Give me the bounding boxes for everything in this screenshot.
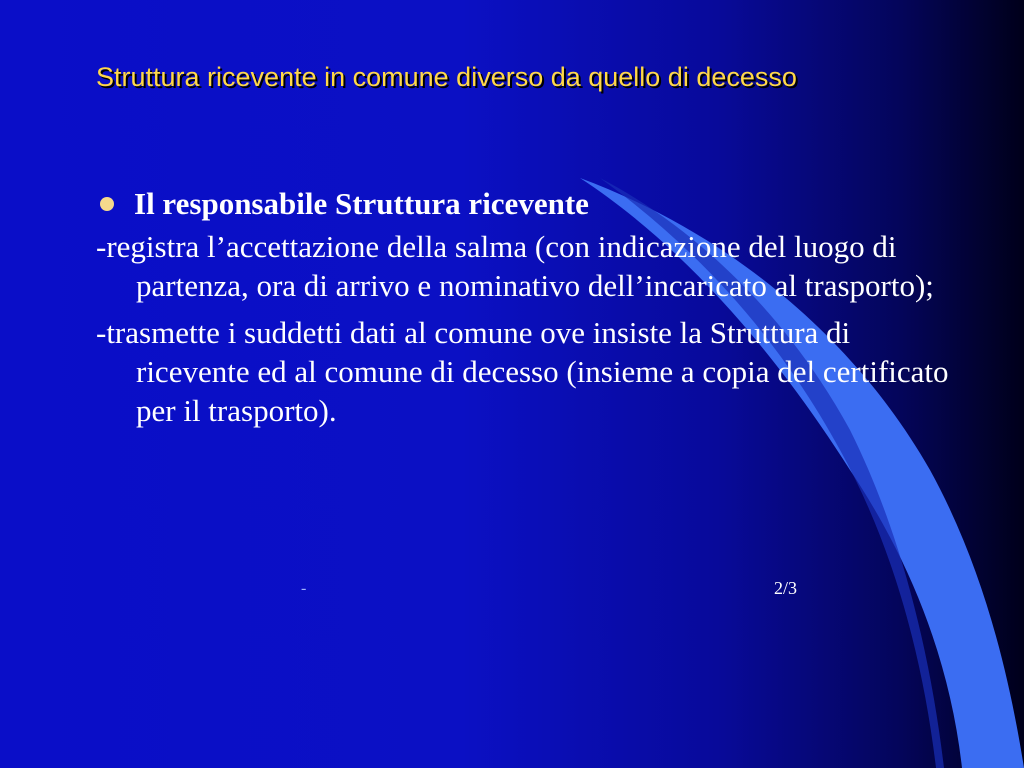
paragraph-trasmette: -trasmette i suddetti dati al comune ove insiste la Struttura di ricevente ed al comune di decesso (insieme a copia del certificato per il trasporto). xyxy=(96,315,949,428)
bullet-dot-icon xyxy=(100,197,114,211)
bullet-item xyxy=(96,184,956,223)
footer-dash: - xyxy=(301,580,307,597)
paragraph-registra: -registra l’accettazione della salma (con indicazione del luogo di partenza, ora di arrivo e nominativo dell’incaricato al trasporto); xyxy=(96,229,934,303)
slide-title: Struttura ricevente in comune diverso da quello di decesso xyxy=(96,62,797,92)
slide-body xyxy=(96,184,956,438)
bullet-heading: Il responsabile Struttura ricevente xyxy=(134,186,589,221)
page-number: 2/3 xyxy=(774,578,798,598)
